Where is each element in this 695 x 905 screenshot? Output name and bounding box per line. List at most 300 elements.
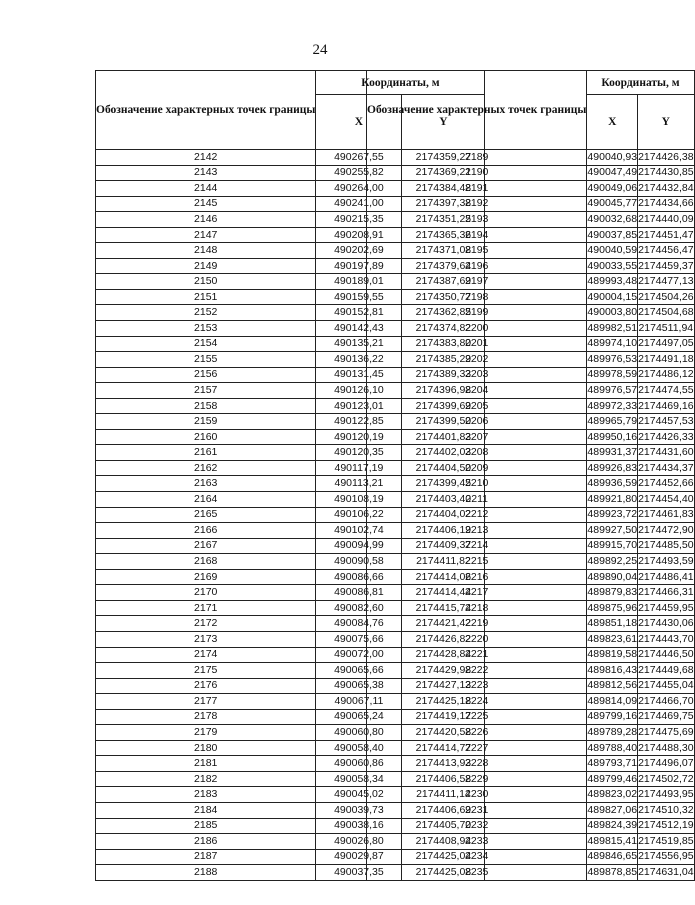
y-coordinate-cell: 2174459,37 bbox=[638, 258, 694, 274]
x-coordinate-cell: 490045,02 bbox=[316, 787, 402, 803]
y-coordinate-cell: 2174401,83 bbox=[402, 429, 485, 445]
y-coordinate-cell: 2174384,48 bbox=[402, 181, 485, 197]
point-number-cell: 2177 bbox=[96, 694, 316, 710]
point-number-cell: 2203 bbox=[367, 367, 587, 383]
point-number-cell: 2170 bbox=[96, 585, 316, 601]
y-coordinate-cell: 2174389,33 bbox=[402, 367, 485, 383]
y-coordinate-cell: 2174459,95 bbox=[638, 600, 694, 616]
table-row bbox=[367, 663, 695, 679]
x-coordinate-cell: 489815,41 bbox=[587, 834, 638, 850]
y-coordinate-cell: 2174504,26 bbox=[638, 289, 694, 305]
point-number-cell: 2227 bbox=[367, 740, 587, 756]
header-x: X bbox=[587, 95, 638, 150]
point-number-cell: 2188 bbox=[96, 865, 316, 881]
point-number-cell: 2232 bbox=[367, 818, 587, 834]
table-row bbox=[367, 709, 695, 725]
x-coordinate-cell: 489793,71 bbox=[587, 756, 638, 772]
point-number-cell: 2178 bbox=[96, 709, 316, 725]
x-coordinate-cell: 489827,06 bbox=[587, 802, 638, 818]
point-number-cell: 2206 bbox=[367, 414, 587, 430]
table-row bbox=[367, 165, 695, 181]
y-coordinate-cell: 2174385,29 bbox=[402, 352, 485, 368]
point-number-cell: 2142 bbox=[96, 150, 316, 166]
point-number-cell: 2161 bbox=[96, 445, 316, 461]
y-coordinate-cell: 2174502,72 bbox=[638, 771, 694, 787]
point-number-cell: 2156 bbox=[96, 367, 316, 383]
table-row bbox=[367, 352, 695, 368]
y-coordinate-cell: 2174455,04 bbox=[638, 678, 694, 694]
point-number-cell: 2185 bbox=[96, 818, 316, 834]
coordinates-table-right bbox=[366, 70, 695, 881]
x-coordinate-cell: 489950,16 bbox=[587, 429, 638, 445]
x-coordinate-cell: 489875,96 bbox=[587, 600, 638, 616]
table-row bbox=[367, 367, 695, 383]
point-number-cell: 2169 bbox=[96, 569, 316, 585]
y-coordinate-cell: 2174511,94 bbox=[638, 321, 694, 337]
point-number-cell: 2219 bbox=[367, 616, 587, 632]
point-number-cell: 2164 bbox=[96, 492, 316, 508]
point-number-cell: 2184 bbox=[96, 802, 316, 818]
point-number-cell: 2158 bbox=[96, 398, 316, 414]
y-coordinate-cell: 2174426,38 bbox=[638, 150, 694, 166]
x-coordinate-cell: 490037,35 bbox=[316, 865, 402, 881]
x-coordinate-cell: 490264,00 bbox=[316, 181, 402, 197]
x-coordinate-cell: 489812,56 bbox=[587, 678, 638, 694]
header-coordinates: Координаты, м bbox=[587, 71, 694, 95]
y-coordinate-cell: 2174399,50 bbox=[402, 414, 485, 430]
y-coordinate-cell: 2174408,94 bbox=[402, 834, 485, 850]
y-coordinate-cell: 2174497,05 bbox=[638, 336, 694, 352]
y-coordinate-cell: 2174466,70 bbox=[638, 694, 694, 710]
x-coordinate-cell: 489823,61 bbox=[587, 631, 638, 647]
point-number-cell: 2204 bbox=[367, 383, 587, 399]
point-number-cell: 2205 bbox=[367, 398, 587, 414]
y-coordinate-cell: 2174426,82 bbox=[402, 631, 485, 647]
y-coordinate-cell: 2174466,31 bbox=[638, 585, 694, 601]
x-coordinate-cell: 490267,55 bbox=[316, 150, 402, 166]
point-number-cell: 2165 bbox=[96, 507, 316, 523]
x-coordinate-cell: 489799,16 bbox=[587, 709, 638, 725]
point-number-cell: 2216 bbox=[367, 569, 587, 585]
point-number-cell: 2202 bbox=[367, 352, 587, 368]
x-coordinate-cell: 490090,58 bbox=[316, 554, 402, 570]
y-coordinate-cell: 2174406,58 bbox=[402, 771, 485, 787]
y-coordinate-cell: 2174429,98 bbox=[402, 663, 485, 679]
point-number-cell: 2157 bbox=[96, 383, 316, 399]
point-number-cell: 2209 bbox=[367, 460, 587, 476]
y-coordinate-cell: 2174404,02 bbox=[402, 507, 485, 523]
y-coordinate-cell: 2174414,44 bbox=[402, 585, 485, 601]
header-point-designation: Обозначение характерных точек границы bbox=[367, 71, 587, 150]
header-y: Y bbox=[638, 95, 694, 150]
x-coordinate-cell: 489819,58 bbox=[587, 647, 638, 663]
point-number-cell: 2147 bbox=[96, 227, 316, 243]
x-coordinate-cell: 489976,53 bbox=[587, 352, 638, 368]
x-coordinate-cell: 490136,22 bbox=[316, 352, 402, 368]
x-coordinate-cell: 490029,87 bbox=[316, 849, 402, 865]
y-coordinate-cell: 2174425,04 bbox=[402, 849, 485, 865]
y-coordinate-cell: 2174469,16 bbox=[638, 398, 694, 414]
table-row bbox=[367, 196, 695, 212]
table-row bbox=[367, 631, 695, 647]
point-number-cell: 2207 bbox=[367, 429, 587, 445]
y-coordinate-cell: 2174402,03 bbox=[402, 445, 485, 461]
x-coordinate-cell: 489814,09 bbox=[587, 694, 638, 710]
x-coordinate-cell: 490135,21 bbox=[316, 336, 402, 352]
y-coordinate-cell: 2174405,70 bbox=[402, 818, 485, 834]
header-coordinates: Координаты, м bbox=[316, 71, 485, 95]
y-coordinate-cell: 2174425,18 bbox=[402, 694, 485, 710]
y-coordinate-cell: 2174472,90 bbox=[638, 523, 694, 539]
y-coordinate-cell: 2174443,70 bbox=[638, 631, 694, 647]
point-number-cell: 2151 bbox=[96, 289, 316, 305]
x-coordinate-cell: 490039,73 bbox=[316, 802, 402, 818]
x-coordinate-cell: 489974,10 bbox=[587, 336, 638, 352]
point-number-cell: 2149 bbox=[96, 258, 316, 274]
x-coordinate-cell: 490123,01 bbox=[316, 398, 402, 414]
point-number-cell: 2192 bbox=[367, 196, 587, 212]
x-coordinate-cell: 490120,35 bbox=[316, 445, 402, 461]
x-coordinate-cell: 490040,59 bbox=[587, 243, 638, 259]
y-coordinate-cell: 2174406,69 bbox=[402, 802, 485, 818]
table-row bbox=[367, 460, 695, 476]
point-number-cell: 2187 bbox=[96, 849, 316, 865]
x-coordinate-cell: 489993,48 bbox=[587, 274, 638, 290]
y-coordinate-cell: 2174406,19 bbox=[402, 523, 485, 539]
point-number-cell: 2167 bbox=[96, 538, 316, 554]
point-number-cell: 2235 bbox=[367, 865, 587, 881]
point-number-cell: 2150 bbox=[96, 274, 316, 290]
x-coordinate-cell: 490108,19 bbox=[316, 492, 402, 508]
table-row bbox=[367, 802, 695, 818]
x-coordinate-cell: 489788,40 bbox=[587, 740, 638, 756]
x-coordinate-cell: 490075,66 bbox=[316, 631, 402, 647]
y-coordinate-cell: 2174457,53 bbox=[638, 414, 694, 430]
x-coordinate-cell: 490152,81 bbox=[316, 305, 402, 321]
y-coordinate-cell: 2174469,75 bbox=[638, 709, 694, 725]
point-number-cell: 2155 bbox=[96, 352, 316, 368]
x-coordinate-cell: 489923,72 bbox=[587, 507, 638, 523]
point-number-cell: 2159 bbox=[96, 414, 316, 430]
header-y: Y bbox=[402, 95, 485, 150]
x-coordinate-cell: 490026,80 bbox=[316, 834, 402, 850]
point-number-cell: 2144 bbox=[96, 181, 316, 197]
x-coordinate-cell: 490037,85 bbox=[587, 227, 638, 243]
y-coordinate-cell: 2174493,59 bbox=[638, 554, 694, 570]
table-row bbox=[367, 258, 695, 274]
y-coordinate-cell: 2174365,36 bbox=[402, 227, 485, 243]
y-coordinate-cell: 2174403,40 bbox=[402, 492, 485, 508]
y-coordinate-cell: 2174351,25 bbox=[402, 212, 485, 228]
x-coordinate-cell: 490004,15 bbox=[587, 289, 638, 305]
point-number-cell: 2176 bbox=[96, 678, 316, 694]
x-coordinate-cell: 490241,00 bbox=[316, 196, 402, 212]
x-coordinate-cell: 489972,33 bbox=[587, 398, 638, 414]
x-coordinate-cell: 489921,80 bbox=[587, 492, 638, 508]
y-coordinate-cell: 2174446,50 bbox=[638, 647, 694, 663]
table-row bbox=[367, 429, 695, 445]
point-number-cell: 2179 bbox=[96, 725, 316, 741]
table-row bbox=[367, 243, 695, 259]
table-row bbox=[367, 678, 695, 694]
table-row bbox=[367, 305, 695, 321]
table-row bbox=[367, 771, 695, 787]
point-number-cell: 2195 bbox=[367, 243, 587, 259]
x-coordinate-cell: 490058,40 bbox=[316, 740, 402, 756]
table-row bbox=[367, 336, 695, 352]
y-coordinate-cell: 2174475,69 bbox=[638, 725, 694, 741]
y-coordinate-cell: 2174396,98 bbox=[402, 383, 485, 399]
x-coordinate-cell: 490072,00 bbox=[316, 647, 402, 663]
y-coordinate-cell: 2174432,84 bbox=[638, 181, 694, 197]
x-coordinate-cell: 490047,49 bbox=[587, 165, 638, 181]
y-coordinate-cell: 2174387,69 bbox=[402, 274, 485, 290]
x-coordinate-cell: 489931,37 bbox=[587, 445, 638, 461]
point-number-cell: 2190 bbox=[367, 165, 587, 181]
table-row bbox=[367, 507, 695, 523]
y-coordinate-cell: 2174414,77 bbox=[402, 740, 485, 756]
y-coordinate-cell: 2174434,37 bbox=[638, 460, 694, 476]
point-number-cell: 2201 bbox=[367, 336, 587, 352]
x-coordinate-cell: 489982,51 bbox=[587, 321, 638, 337]
point-number-cell: 2160 bbox=[96, 429, 316, 445]
x-coordinate-cell: 489824,39 bbox=[587, 818, 638, 834]
x-coordinate-cell: 490117,19 bbox=[316, 460, 402, 476]
point-number-cell: 2193 bbox=[367, 212, 587, 228]
x-coordinate-cell: 490003,80 bbox=[587, 305, 638, 321]
y-coordinate-cell: 2174449,68 bbox=[638, 663, 694, 679]
point-number-cell: 2214 bbox=[367, 538, 587, 554]
y-coordinate-cell: 2174425,08 bbox=[402, 865, 485, 881]
x-coordinate-cell: 490131,45 bbox=[316, 367, 402, 383]
point-number-cell: 2222 bbox=[367, 663, 587, 679]
x-coordinate-cell: 489878,85 bbox=[587, 865, 638, 881]
y-coordinate-cell: 2174428,84 bbox=[402, 647, 485, 663]
y-coordinate-cell: 2174359,27 bbox=[402, 150, 485, 166]
y-coordinate-cell: 2174474,55 bbox=[638, 383, 694, 399]
point-number-cell: 2220 bbox=[367, 631, 587, 647]
y-coordinate-cell: 2174420,58 bbox=[402, 725, 485, 741]
y-coordinate-cell: 2174485,50 bbox=[638, 538, 694, 554]
point-number-cell: 2228 bbox=[367, 756, 587, 772]
point-number-cell: 2186 bbox=[96, 834, 316, 850]
y-coordinate-cell: 2174411,82 bbox=[402, 554, 485, 570]
table-row bbox=[367, 321, 695, 337]
y-coordinate-cell: 2174421,42 bbox=[402, 616, 485, 632]
table-row bbox=[367, 150, 695, 166]
y-coordinate-cell: 2174512,19 bbox=[638, 818, 694, 834]
header-x: X bbox=[316, 95, 402, 150]
x-coordinate-cell: 490202,69 bbox=[316, 243, 402, 259]
point-number-cell: 2223 bbox=[367, 678, 587, 694]
y-coordinate-cell: 2174404,50 bbox=[402, 460, 485, 476]
point-number-cell: 2213 bbox=[367, 523, 587, 539]
x-coordinate-cell: 490065,24 bbox=[316, 709, 402, 725]
x-coordinate-cell: 489926,83 bbox=[587, 460, 638, 476]
table-row bbox=[367, 398, 695, 414]
x-coordinate-cell: 489978,59 bbox=[587, 367, 638, 383]
y-coordinate-cell: 2174409,37 bbox=[402, 538, 485, 554]
x-coordinate-cell: 489851,18 bbox=[587, 616, 638, 632]
y-coordinate-cell: 2174369,21 bbox=[402, 165, 485, 181]
y-coordinate-cell: 2174362,85 bbox=[402, 305, 485, 321]
table-row bbox=[367, 694, 695, 710]
page-number: 24 bbox=[312, 42, 328, 58]
table-row bbox=[367, 647, 695, 663]
y-coordinate-cell: 2174631,04 bbox=[638, 865, 694, 881]
y-coordinate-cell: 2174510,32 bbox=[638, 802, 694, 818]
x-coordinate-cell: 490038,16 bbox=[316, 818, 402, 834]
table-body-right bbox=[367, 150, 695, 881]
y-coordinate-cell: 2174486,41 bbox=[638, 569, 694, 585]
x-coordinate-cell: 489879,83 bbox=[587, 585, 638, 601]
x-coordinate-cell: 490045,77 bbox=[587, 196, 638, 212]
x-coordinate-cell: 490065,38 bbox=[316, 678, 402, 694]
point-number-cell: 2166 bbox=[96, 523, 316, 539]
point-number-cell: 2174 bbox=[96, 647, 316, 663]
y-coordinate-cell: 2174350,77 bbox=[402, 289, 485, 305]
x-coordinate-cell: 490197,89 bbox=[316, 258, 402, 274]
y-coordinate-cell: 2174427,13 bbox=[402, 678, 485, 694]
point-number-cell: 2180 bbox=[96, 740, 316, 756]
y-coordinate-cell: 2174426,33 bbox=[638, 429, 694, 445]
x-coordinate-cell: 490120,19 bbox=[316, 429, 402, 445]
point-number-cell: 2210 bbox=[367, 476, 587, 492]
table-row bbox=[367, 538, 695, 554]
y-coordinate-cell: 2174397,38 bbox=[402, 196, 485, 212]
x-coordinate-cell: 490086,81 bbox=[316, 585, 402, 601]
x-coordinate-cell: 489915,70 bbox=[587, 538, 638, 554]
point-number-cell: 2224 bbox=[367, 694, 587, 710]
point-number-cell: 2194 bbox=[367, 227, 587, 243]
point-number-cell: 2154 bbox=[96, 336, 316, 352]
y-coordinate-cell: 2174414,06 bbox=[402, 569, 485, 585]
table-row bbox=[367, 212, 695, 228]
y-coordinate-cell: 2174383,80 bbox=[402, 336, 485, 352]
table-row bbox=[367, 616, 695, 632]
point-number-cell: 2233 bbox=[367, 834, 587, 850]
point-number-cell: 2148 bbox=[96, 243, 316, 259]
table-row bbox=[367, 523, 695, 539]
table-row bbox=[367, 289, 695, 305]
y-coordinate-cell: 2174419,17 bbox=[402, 709, 485, 725]
y-coordinate-cell: 2174486,12 bbox=[638, 367, 694, 383]
y-coordinate-cell: 2174430,85 bbox=[638, 165, 694, 181]
y-coordinate-cell: 2174556,95 bbox=[638, 849, 694, 865]
y-coordinate-cell: 2174413,93 bbox=[402, 756, 485, 772]
y-coordinate-cell: 2174411,14 bbox=[402, 787, 485, 803]
x-coordinate-cell: 490255,82 bbox=[316, 165, 402, 181]
y-coordinate-cell: 2174379,64 bbox=[402, 258, 485, 274]
y-coordinate-cell: 2174454,40 bbox=[638, 492, 694, 508]
point-number-cell: 2217 bbox=[367, 585, 587, 601]
x-coordinate-cell: 490032,68 bbox=[587, 212, 638, 228]
table-row bbox=[367, 740, 695, 756]
x-coordinate-cell: 490065,66 bbox=[316, 663, 402, 679]
x-coordinate-cell: 489823,02 bbox=[587, 787, 638, 803]
x-coordinate-cell: 490208,91 bbox=[316, 227, 402, 243]
table-row bbox=[367, 725, 695, 741]
point-number-cell: 2183 bbox=[96, 787, 316, 803]
point-number-cell: 2215 bbox=[367, 554, 587, 570]
y-coordinate-cell: 2174461,83 bbox=[638, 507, 694, 523]
x-coordinate-cell: 490086,66 bbox=[316, 569, 402, 585]
x-coordinate-cell: 490084,76 bbox=[316, 616, 402, 632]
table-row bbox=[367, 492, 695, 508]
x-coordinate-cell: 490159,55 bbox=[316, 289, 402, 305]
point-number-cell: 2182 bbox=[96, 771, 316, 787]
y-coordinate-cell: 2174452,66 bbox=[638, 476, 694, 492]
table-row bbox=[367, 756, 695, 772]
point-number-cell: 2146 bbox=[96, 212, 316, 228]
point-number-cell: 2153 bbox=[96, 321, 316, 337]
x-coordinate-cell: 490033,55 bbox=[587, 258, 638, 274]
x-coordinate-cell: 489927,50 bbox=[587, 523, 638, 539]
table-row bbox=[367, 414, 695, 430]
x-coordinate-cell: 490126,10 bbox=[316, 383, 402, 399]
y-coordinate-cell: 2174488,30 bbox=[638, 740, 694, 756]
x-coordinate-cell: 490067,11 bbox=[316, 694, 402, 710]
table-row bbox=[367, 227, 695, 243]
x-coordinate-cell: 490142,43 bbox=[316, 321, 402, 337]
x-coordinate-cell: 490060,86 bbox=[316, 756, 402, 772]
point-number-cell: 2229 bbox=[367, 771, 587, 787]
x-coordinate-cell: 489976,57 bbox=[587, 383, 638, 399]
point-number-cell: 2191 bbox=[367, 181, 587, 197]
point-number-cell: 2211 bbox=[367, 492, 587, 508]
x-coordinate-cell: 490113,21 bbox=[316, 476, 402, 492]
y-coordinate-cell: 2174504,68 bbox=[638, 305, 694, 321]
x-coordinate-cell: 489890,04 bbox=[587, 569, 638, 585]
x-coordinate-cell: 490189,01 bbox=[316, 274, 402, 290]
x-coordinate-cell: 489789,28 bbox=[587, 725, 638, 741]
point-number-cell: 2208 bbox=[367, 445, 587, 461]
table-row bbox=[367, 787, 695, 803]
x-coordinate-cell: 489846,65 bbox=[587, 849, 638, 865]
y-coordinate-cell: 2174493,95 bbox=[638, 787, 694, 803]
x-coordinate-cell: 489965,79 bbox=[587, 414, 638, 430]
point-number-cell: 2181 bbox=[96, 756, 316, 772]
y-coordinate-cell: 2174491,18 bbox=[638, 352, 694, 368]
x-coordinate-cell: 490094,99 bbox=[316, 538, 402, 554]
x-coordinate-cell: 490102,74 bbox=[316, 523, 402, 539]
point-number-cell: 2218 bbox=[367, 600, 587, 616]
point-number-cell: 2231 bbox=[367, 802, 587, 818]
point-number-cell: 2212 bbox=[367, 507, 587, 523]
table-row bbox=[367, 476, 695, 492]
point-number-cell: 2234 bbox=[367, 849, 587, 865]
x-coordinate-cell: 489799,46 bbox=[587, 771, 638, 787]
y-coordinate-cell: 2174415,74 bbox=[402, 600, 485, 616]
point-number-cell: 2173 bbox=[96, 631, 316, 647]
y-coordinate-cell: 2174519,85 bbox=[638, 834, 694, 850]
y-coordinate-cell: 2174451,47 bbox=[638, 227, 694, 243]
point-number-cell: 2198 bbox=[367, 289, 587, 305]
point-number-cell: 2197 bbox=[367, 274, 587, 290]
point-number-cell: 2200 bbox=[367, 321, 587, 337]
point-number-cell: 2225 bbox=[367, 709, 587, 725]
point-number-cell: 2168 bbox=[96, 554, 316, 570]
table-row bbox=[367, 849, 695, 865]
x-coordinate-cell: 490058,34 bbox=[316, 771, 402, 787]
y-coordinate-cell: 2174434,66 bbox=[638, 196, 694, 212]
y-coordinate-cell: 2174371,08 bbox=[402, 243, 485, 259]
x-coordinate-cell: 490122,85 bbox=[316, 414, 402, 430]
table-row bbox=[367, 445, 695, 461]
y-coordinate-cell: 2174440,09 bbox=[638, 212, 694, 228]
point-number-cell: 2226 bbox=[367, 725, 587, 741]
x-coordinate-cell: 489936,59 bbox=[587, 476, 638, 492]
